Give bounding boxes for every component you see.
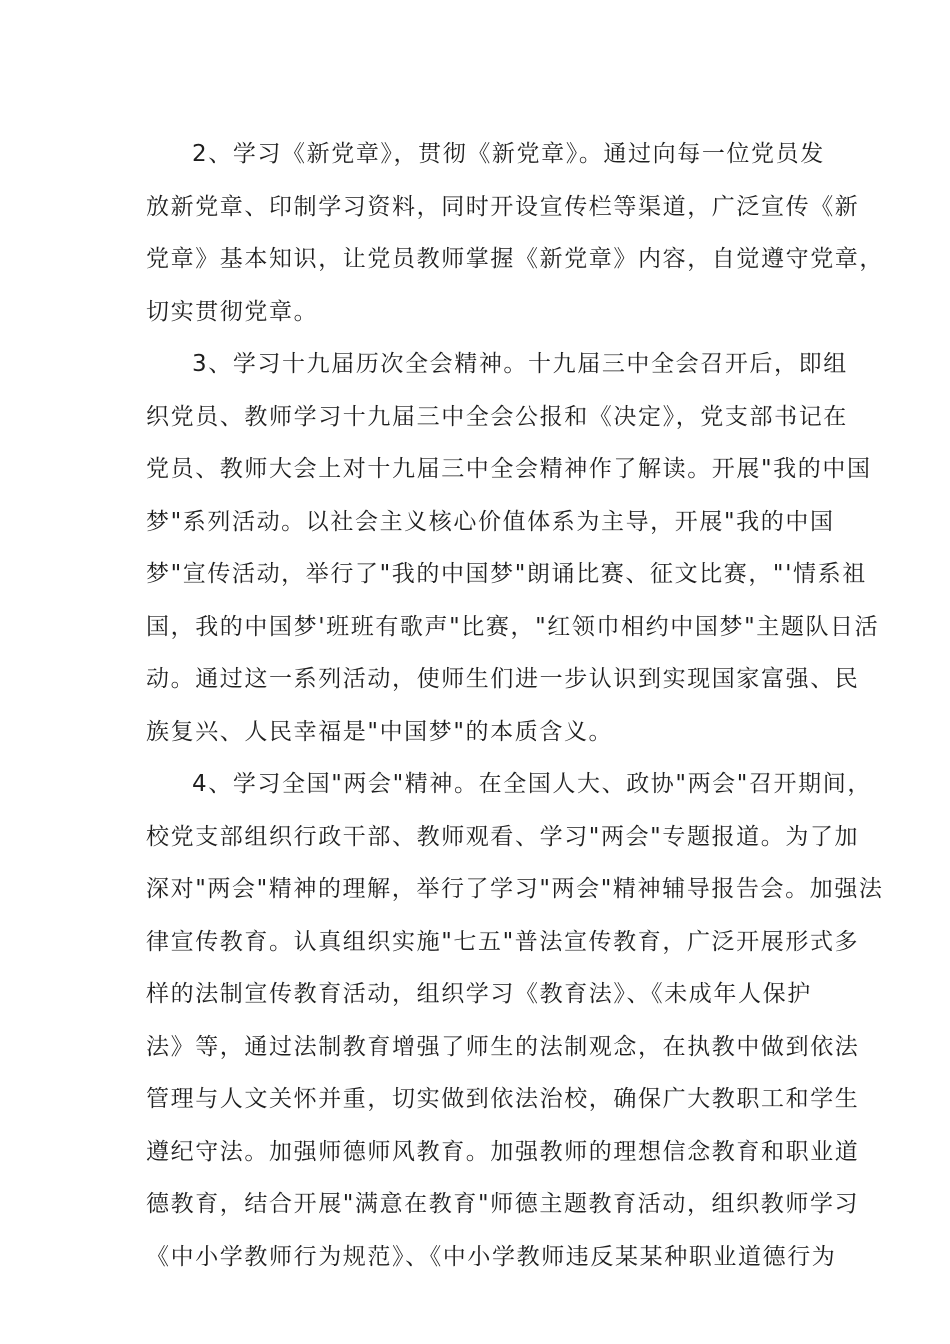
text-line: 族复兴、人民幸福是"中国梦"的本质含义。 bbox=[146, 718, 614, 745]
text-line: 法》等，通过法制教育增强了师生的法制观念，在执教中做到依法 bbox=[146, 1033, 860, 1060]
text-line: 织党员、教师学习十九届三中全会公报和《决定》，党支部书记在 bbox=[146, 403, 848, 430]
text-line: 律宣传教育。认真组织实施"七五"普法宣传教育，广泛开展形式多 bbox=[146, 928, 860, 955]
paragraph-party-constitution bbox=[146, 128, 884, 338]
text-line: 校党支部组织行政干部、教师观看、学习"两会"专题报道。为了加 bbox=[146, 823, 860, 850]
text-line: 样的法制宣传教育活动，组织学习《教育法》、《未成年人保护 bbox=[146, 981, 812, 1007]
text-line: 放新党章、印制学习资料，同时开设宣传栏等渠道，广泛宣传《新 bbox=[146, 193, 860, 220]
text-line: 梦"宣传活动，举行了"我的中国梦"朗诵比赛、征文比赛，"'情系祖 bbox=[146, 561, 867, 587]
text-line: 梦"系列活动。以社会主义核心价值体系为主导，开展"我的中国 bbox=[146, 508, 835, 535]
text-line: 2、学习《新党章》，贯彻《新党章》。通过向每一位党员发 bbox=[192, 141, 825, 167]
document-body bbox=[146, 128, 884, 1283]
paragraph-plenary-sessions bbox=[146, 338, 880, 758]
text-line: 党章》基本知识，让党员教师掌握《新党章》内容，自觉遵守党章， bbox=[146, 246, 884, 272]
text-line: 遵纪守法。加强师德师风教育。加强教师的理想信念教育和职业道 bbox=[146, 1138, 860, 1165]
text-line: 深对"两会"精神的理解，举行了学习"两会"精神辅导报告会。加强法 bbox=[146, 876, 884, 902]
text-line: 《中小学教师行为规范》、《中小学教师违反某某种职业道德行为 bbox=[146, 1243, 837, 1270]
paragraph-two-sessions bbox=[146, 758, 884, 1283]
text-line: 3、学习十九届历次全会精神。十九届三中全会召开后，即组 bbox=[192, 351, 848, 377]
text-line: 管理与人文关怀并重，切实做到依法治校，确保广大教职工和学生 bbox=[146, 1086, 860, 1112]
text-line: 4、学习全国"两会"精神。在全国人大、政协"两会"召开期间， bbox=[192, 771, 872, 797]
text-line: 切实贯彻党章。 bbox=[146, 298, 319, 325]
text-line: 党员、教师大会上对十九届三中全会精神作了解读。开展"我的中国 bbox=[146, 456, 872, 482]
text-line: 国，我的中国梦'班班有歌声"比赛，"红领巾相约中国梦"主题队日活 bbox=[146, 613, 880, 640]
text-line: 德教育，结合开展"满意在教育"师德主题教育活动，组织教师学习 bbox=[146, 1191, 860, 1217]
text-line: 动。通过这一系列活动，使师生们进一步认识到实现国家富强、民 bbox=[146, 666, 860, 692]
